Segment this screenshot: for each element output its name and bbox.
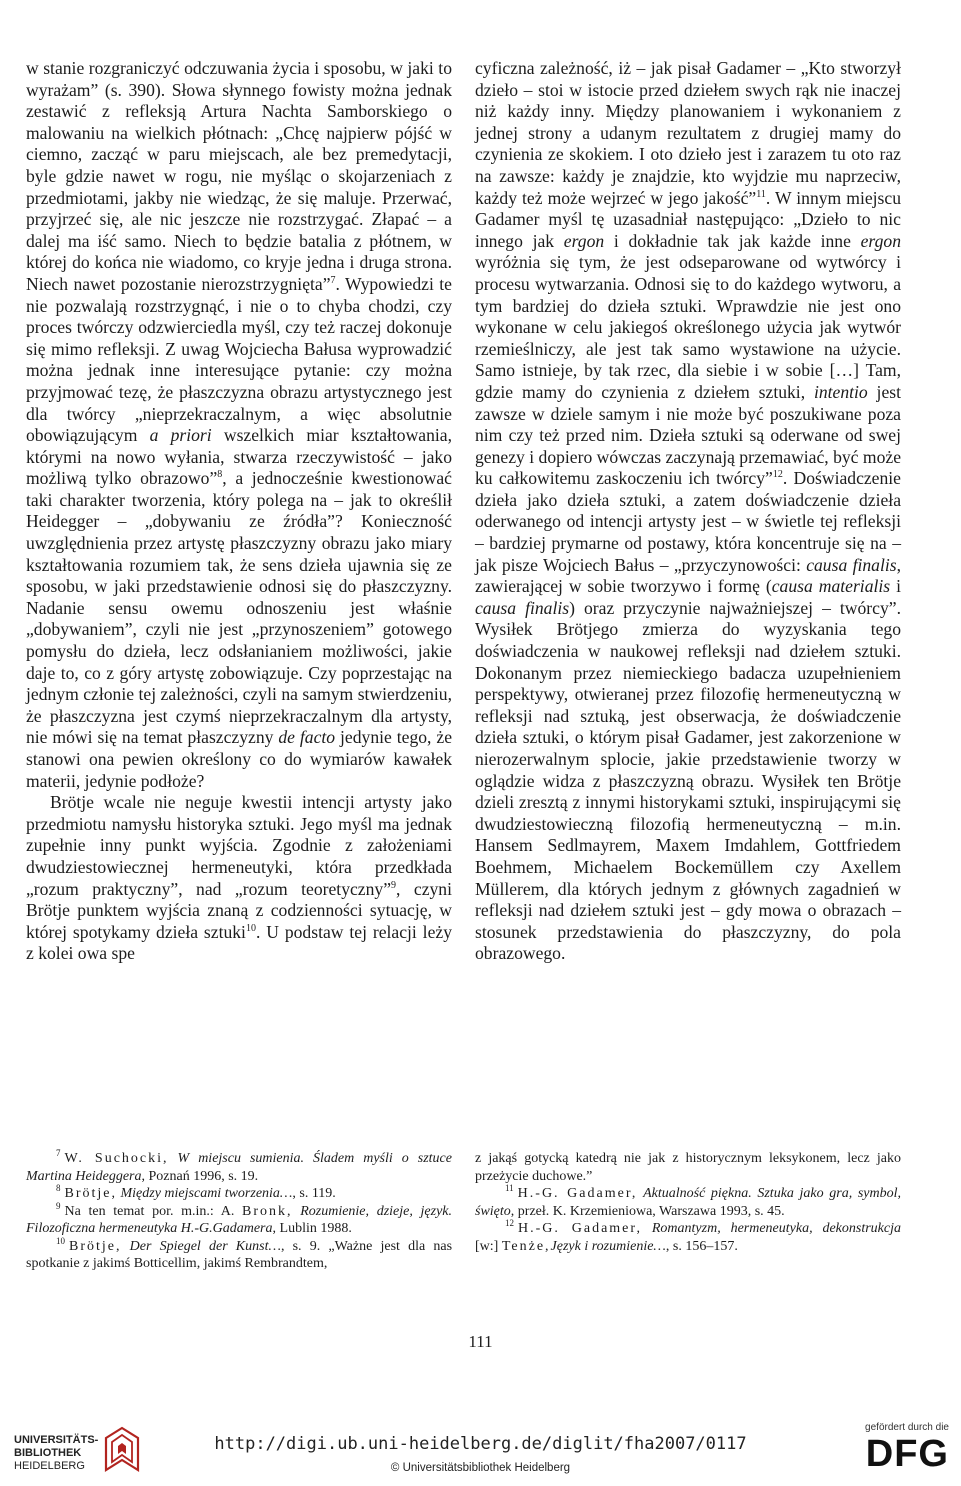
university-library-logo[interactable]: UNIVERSITÄTS- BIBLIOTHEK HEIDELBERG	[14, 1434, 99, 1472]
footnote-ref-8[interactable]: 8	[217, 469, 223, 481]
footnote-ref-11[interactable]: 11	[756, 188, 766, 200]
footnote-ref-10[interactable]: 10	[245, 922, 256, 934]
footnote-ref-9[interactable]: 9	[391, 879, 397, 891]
paragraph-1: w stanie rozgraniczyć odczuwania życia i sposobu, w jaki to wyrażam” (s. 390). Słowa słynnego fowisty można jednak zestawić z refleksją Artura Nachta Samborskiego o malowaniu na wielkich płótnach: „Chcę najpierw pójść w ciemno, zacząć w paru miejscach, ale bez premedytacji, byle gdzie nawet w rogu, nie myśląc o skojarzeniach z przedmiotami, jakby nie wiedząc, że się maluje. Przerwać, przyjrzeć się, ale nic jeszcze nie rozstrzygać. Złapać – a dalej ma iść samo. Niech to będzie batalia z płótnem, w której do końca nie wiadomo, co kryje jedna i druga strona. Niech nawet pozostanie nierozstrzygnięta”$^7$. Wypowiedzi te nie pozwalają rozstrzygnąć, i nie o to chyba chodzi, czy proces twórczy odzwierciedla myśl, czy też raczej dokonuje się mimo refleksji. Z uwag Wojciecha Bałusa wyprowadzić można jednak inne interesujące pytanie: czy można przyjmować tezę, że płaszczyzna obrazu artystycznego jest dla twórcy „nieprzekraczalnym, a więc absolutnie obowiązującym a priori wszelkich miar kształtowania, którymi na nowo wyłania, stwarza rzeczywistość – jako możliwą tylko obrazowo”$^8$, a jednocześnie kwestionować taki charakter tworzenia, który polega na – jak to określił Heidegger – „dobywaniu ze źródła”? Konieczność uwzględnienia przez artystę płaszczyzny obrazu jako miary kształtowania rozumiem tak, że sens dzieła ujawnia się ze sposobu, w jaki przedstawienie odnosi się do płaszczyzny. Nadanie sensu owemu odnoszeniu jest właśnie „dobywaniem”, czyli nie jest „przynoszeniem” gotowego pomysłu do dzieła, lecz odsłanianiem możliwości, jakie daje to, co z góry artystę zobowiązuje. Czy poprzestając na jednym członie tej zależności, czyli na samym stwierdzeniu, że płaszczyzna jest czymś nieprzekraczalnym dla artysty, nie mówi się na temat płaszczyzny de facto jedynie tego, że stanowi ona pewien określony co do wymiarów kawałek materii, jedynie podłoże?	[26, 58, 453, 791]
footnote-7: $^7$ W. Suchocki, W miejscu sumienia. Śladem myśli o sztuce Martina Heideggera, Poznań 1996, s. 19.	[26, 1148, 452, 1184]
permalink[interactable]: http://digi.ub.uni-heidelberg.de/diglit/fha2007/0117	[214, 1434, 747, 1454]
copyright-notice: © Universitätsbibliothek Heidelberg	[390, 1462, 571, 1474]
paragraph-3: cyficzna zależność, iż – jak pisał Gadamer – „Kto stworzył dzieło – stoi w istocie przed dziełem swych rąk nie inaczej niż każdy inny. Między planowaniem i wykonaniem z jednej strony a udanym rezultatem z drugiej mamy do czynienia ze skokiem. I oto dzieło jest i zarazem tu oto raz na zawsze: każdy je znajdzie, kto wyjdzie mu naprzeciw, każdy też może wejrzeć w jego jakość”$^{11}$. W innym miejscu Gadamer myśl tę uzasadniał następująco: „Dzieło to nic innego jak ergon i dokładnie tak jak każde inne ergon wyróżnia się tym, że jest odseparowane od wytwórcy i procesu wytwarzania. Odnosi się to do każdego wytworu, a tym bardziej do dzieła sztuki. Wprawdzie nie jest ono wykonane w celu jakiegoś określonego użycia jak wytwór rzemieślniczy, ale jest tak samo wystawione na użycie. Samo istnieje, by tak rzec, dla siebie i w sobie […] Tam, gdzie mamy do czynienia z dziełem sztuki, intentio jest zawsze w dziele samym i nie może być poszukiwane poza nim czy też przed nim. Dzieła sztuki są oderwane od swej genezy i dopiero wówczas zaczynają przemawiać, być może ku całkowitemu zaskoczeniu ich twórcy”$^{12}$. Doświadczenie dzieła jako dzieła sztuki, a zatem doświadczenie dzieła oderwanego od intencji artysty jest – w świetle tej refleksji – bardziej prymarne od postawy, która koncentruje się na – jak pisze Wojciech Bałus – „przyczynowości: causa finalis, zawierającej w sobie tworzywo i formę (causa materialis i causa finalis) oraz przyczynie najważniejszej – twórcy”. Wysiłek Brötjego zmierza do wyzyskania tego doświadczenia w naukowej refleksji nad dziełem sztuki. Dokonanym przez niemieckiego badacza uzupełnieniem perspektywy, otwieranej przez filozofię hermeneutyczną w refleksji nad sztuką, jest obserwacja, że doświadczenie dzieła sztuki, o którym pisał Gadamer, jest zakorzenione w nierozerwalnym splocie, jakie przedstawienie tworzy w oglądzie widza z płaszczyzną obrazu. Wysiłek ten Brötje dzieli zresztą z innymi historykami sztuki, inspirującymi się dwudziestowieczną filozofią hermeneutyczną – m.in. Hansem Sedlmayrem, Maxem Imdahlem, Gottfriedem Boehmem, Michaelem Bockemüllem czy Axellem Müllerem, dla których jednym z głównych zagadnień w refleksji nad dziełem sztuki jest – gdy mowa o obrazach – stosunek przedstawienia do płaszczyzny, do pola obrazowego.	[475, 58, 901, 964]
footnote-9: $^9$ Na ten temat por. m.in.: A. Bronk, Rozumienie, dzieje, język. Filozoficzna hermeneutyka H.-G.Gadamera, Lublin 1988.	[26, 1200, 453, 1236]
footnotes-left	[26, 1150, 452, 1273]
right-text-column	[475, 58, 901, 965]
footnote-10-continued: z jakąś gotycką katedrą nie jak z historycznym leksykonem, lecz jako przeżycie duchowe.”	[475, 1151, 901, 1184]
left-text-column	[26, 58, 452, 965]
footnote-10: $^{10}$ Brötje, Der Spiegel der Kunst…, s. 9. „Ważne jest dla nas spotkanie z jakimś Botticellim, jakimś Rembrandtem,	[26, 1235, 453, 1271]
dfg-logo[interactable]: gefördert durch die DFG	[865, 1422, 949, 1475]
footnote-ref-7[interactable]: 7	[330, 275, 336, 287]
digitization-footer	[0, 1412, 961, 1486]
footnote-ref-12[interactable]: 12	[772, 469, 783, 481]
footnote-11: $^{11}$ H.-G. Gadamer, Aktualność piękna. Sztuka jako gra, symbol, święto, przeł. K. Krzemieniowa, Warszawa 1993, s. 45.	[475, 1183, 902, 1219]
footnote-12: $^{12}$ H.-G. Gadamer, Romantyzm, hermeneutyka, dekonstrukcja [w:] Tenże,Język i rozumienie…, s. 156–157.	[475, 1218, 901, 1254]
page-number: 111	[468, 1332, 493, 1351]
paragraph-2: Brötje wcale nie neguje kwestii intencji artysty jako przedmiotu namysłu historyka sztuki. Jego myśl ma jednak zupełnie inny punkt wyjścia. Zgodnie z założeniami dwudziestowiecznej hermeneutyki, która przedkłada „rozum praktyczny”, nad „rozum teoretyczny”$^9$, czyni Brötje punktem wyjścia znaną z codzienności sytuację, w której spotykamy dzieła sztuki$^{10}$. U podstaw tej relacji leży z kolei owa spe	[26, 792, 452, 964]
footnotes-right	[475, 1150, 901, 1255]
footnote-8: $^8$ Brötje, Między miejscami tworzenia…, s. 119.	[56, 1183, 336, 1201]
